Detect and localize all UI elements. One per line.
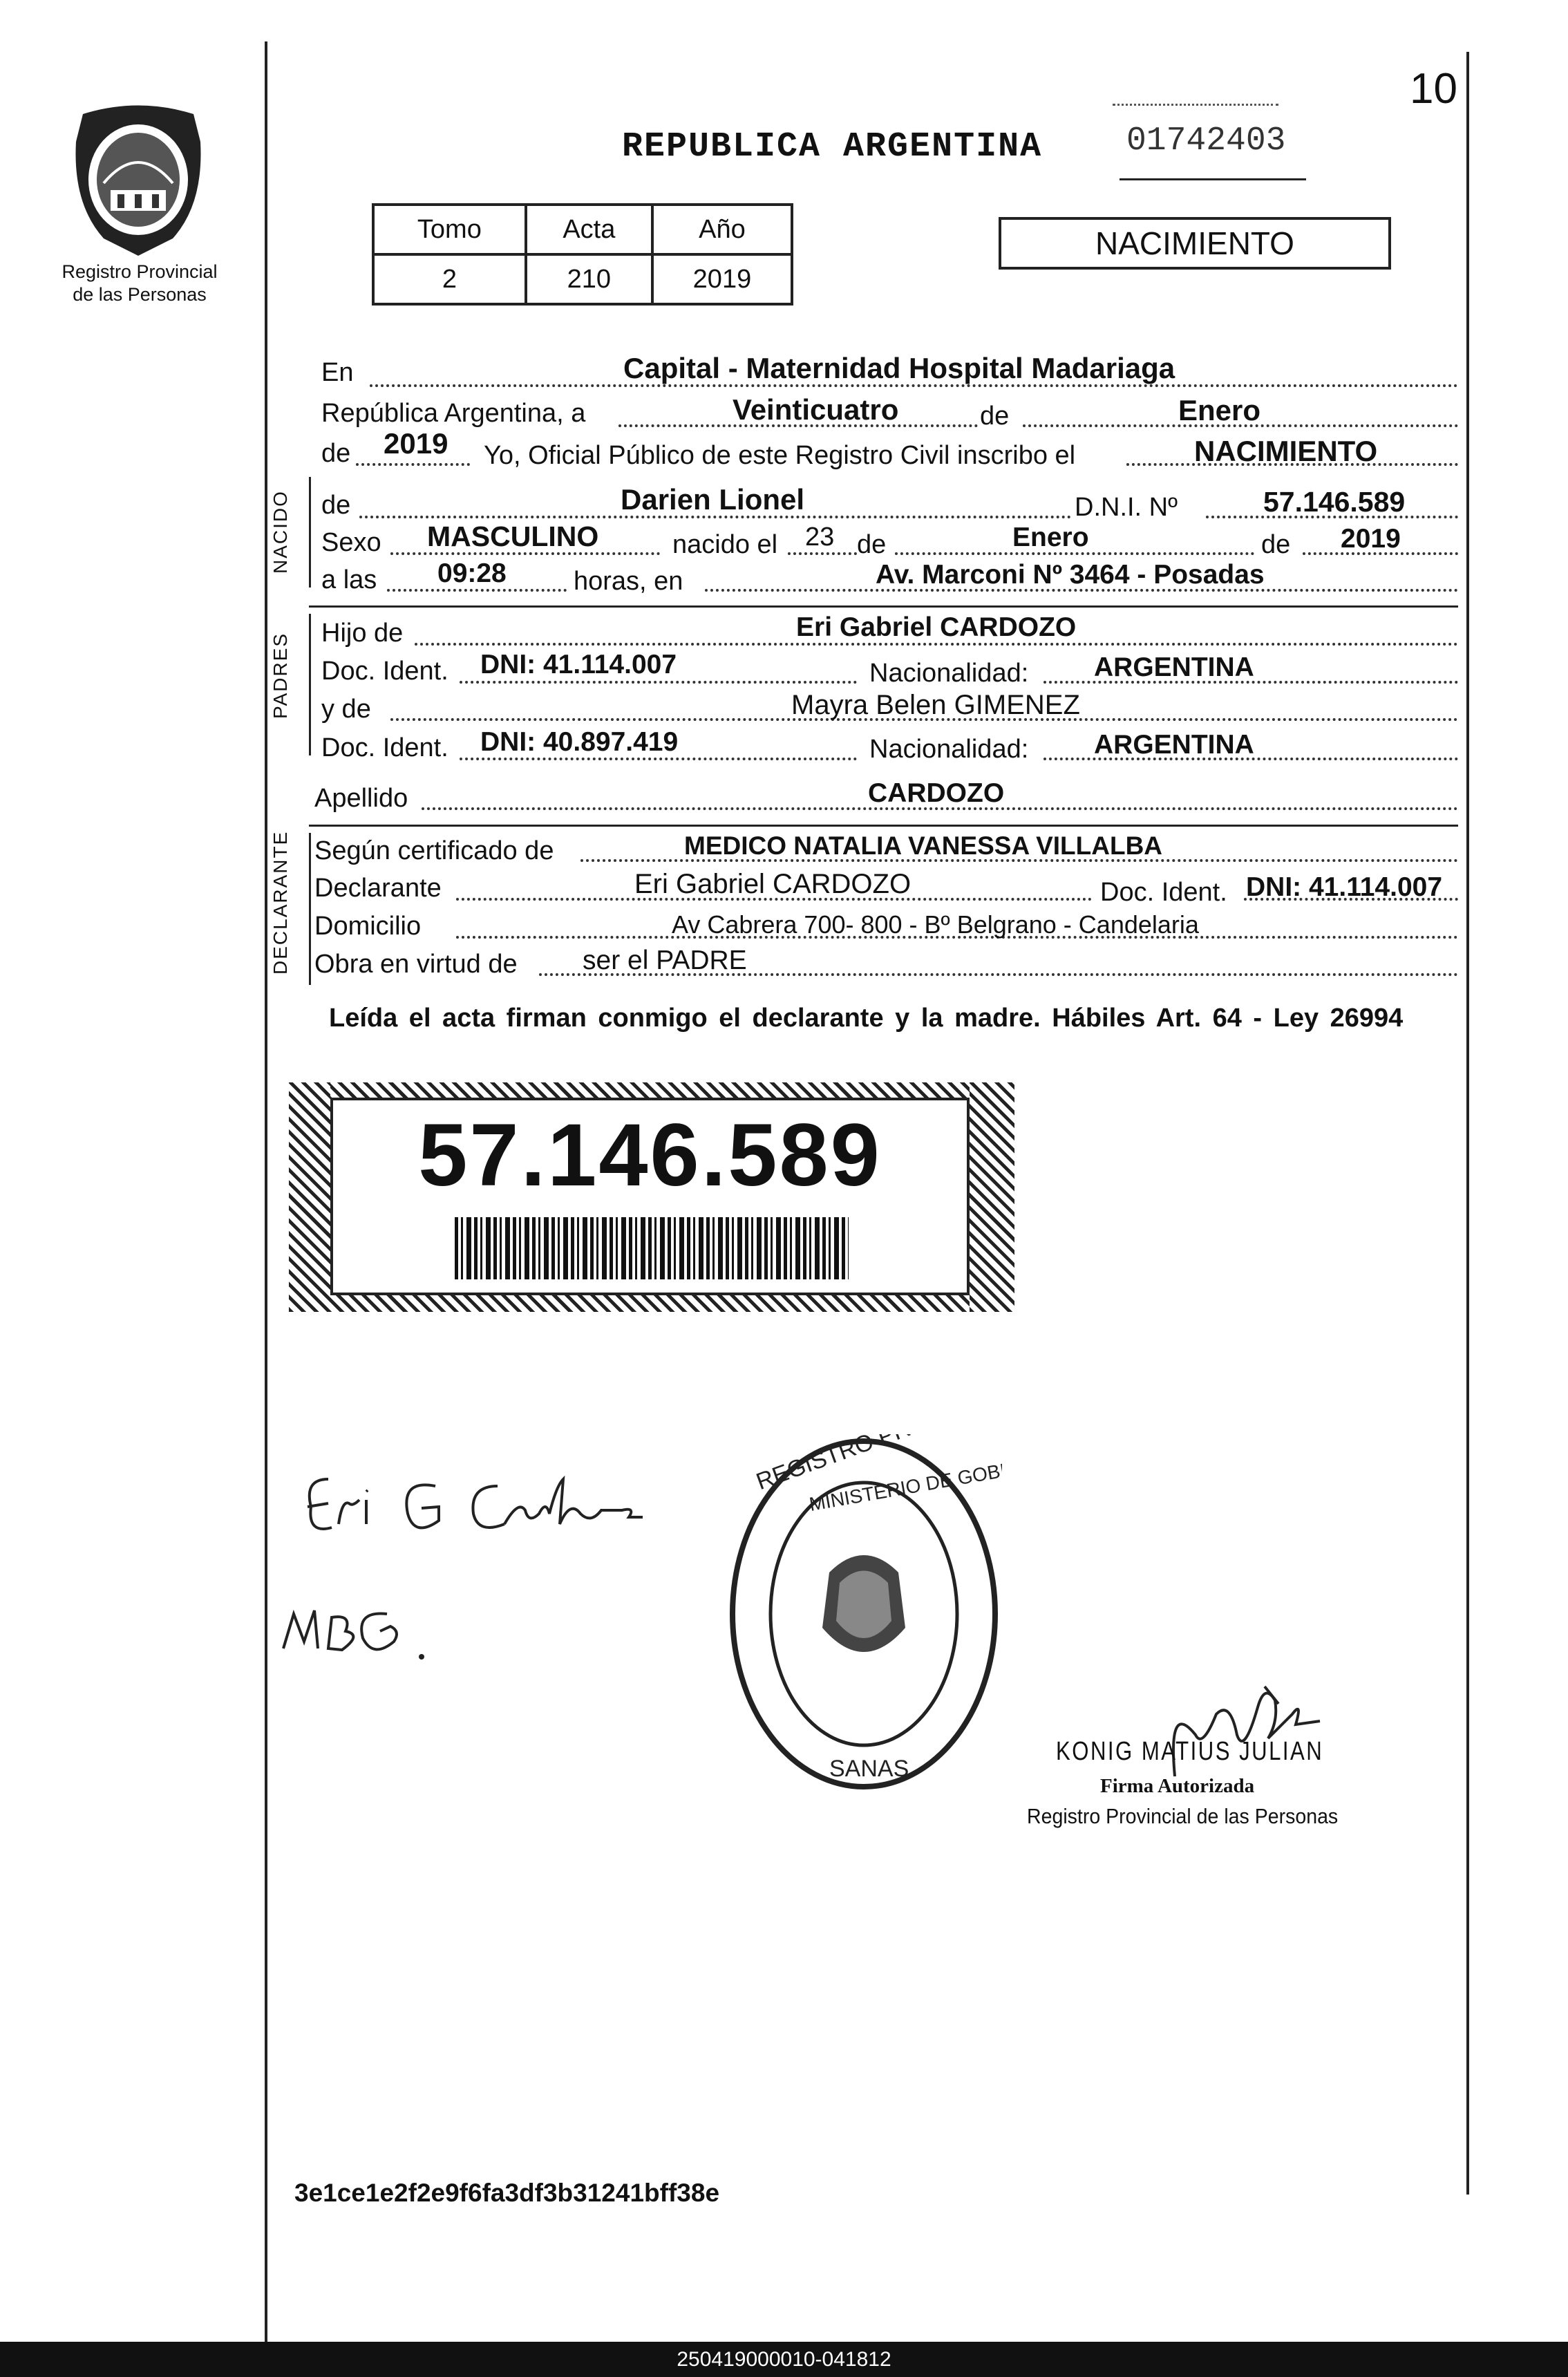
declarante-bracket (309, 833, 311, 985)
official-name: KONIG MATIUS JULIAN (1056, 1737, 1324, 1766)
de-label-3: de (857, 530, 887, 559)
nacido-bracket (309, 477, 311, 588)
ref-header-ano: Año (652, 205, 792, 254)
document-type-box (999, 217, 1391, 270)
child-name: Darien Lionel (621, 483, 805, 516)
father-doc-label: Doc. Ident. (321, 657, 448, 686)
registration-year: 2019 (384, 427, 448, 460)
ref-header-tomo: Tomo (373, 205, 526, 254)
padres-separator (309, 825, 1458, 827)
mother-doc-label: Doc. Ident. (321, 733, 448, 762)
mother-name: Mayra Belen GIMENEZ (791, 690, 1080, 720)
dots-sexo (390, 552, 660, 555)
serial-dots-top (1113, 104, 1278, 106)
birth-day: 23 (805, 523, 835, 552)
sticker-barcode (455, 1217, 849, 1279)
padres-section-label: PADRES (270, 632, 291, 719)
de-label-4: de (1261, 530, 1291, 559)
left-margin-line (265, 41, 267, 2343)
footer-strip (0, 2342, 1568, 2377)
document-type: NACIMIENTO (1095, 225, 1294, 261)
sexo-label: Sexo (321, 528, 381, 557)
sticker-border-top (289, 1082, 1014, 1098)
mother-nationality-label: Nacionalidad: (869, 735, 1029, 764)
mother-signature (276, 1593, 435, 1673)
father-doc: DNI: 41.114.007 (480, 650, 677, 679)
child-dni: 57.146.589 (1263, 486, 1406, 518)
de-label-1: de (980, 402, 1010, 431)
nacido-separator (309, 605, 1458, 608)
mother-nationality: ARGENTINA (1094, 730, 1254, 760)
ref-value-tomo: 2 (373, 254, 526, 304)
dots-birth-day (788, 552, 857, 555)
dots-mother-doc (460, 758, 857, 760)
inscribo-label: Yo, Oficial Público de este Registro Civil inscribo el (484, 441, 1076, 470)
birth-institution: Capital - Maternidad Hospital Madariaga (623, 352, 1175, 384)
domicilio-label: Domicilio (314, 912, 422, 941)
ref-value-acta: 210 (526, 254, 652, 304)
declarante-doc: DNI: 41.114.007 (1246, 872, 1443, 902)
father-nationality: ARGENTINA (1094, 652, 1254, 682)
declarante-section-label: DECLARANTE (270, 830, 291, 975)
mother-doc: DNI: 40.897.419 (480, 727, 679, 757)
serial-number: 01742403 (1126, 122, 1286, 160)
official-registry: Registro Provincial de las Personas (1027, 1804, 1339, 1828)
registration-month: Enero (1178, 394, 1261, 426)
de-label-2: de (321, 439, 351, 468)
registry-name-line1: Registro Provincial (62, 261, 218, 282)
y-de-label: y de (321, 695, 371, 724)
declarante-name: Eri Gabriel CARDOZO (634, 869, 911, 899)
birth-year: 2019 (1341, 524, 1401, 554)
domicilio-value: Av Cabrera 700- 800 - Bº Belgrano - Candelaria (672, 910, 1199, 939)
dots-birth-month (895, 552, 1254, 555)
nacido-section-label: NACIDO (270, 490, 291, 574)
father-name: Eri Gabriel CARDOZO (796, 612, 1077, 642)
apellido-label: Apellido (314, 784, 408, 813)
svg-text:REGISTRO PROVINCIAL: REGISTRO PROVINCIAL (753, 1434, 1002, 1496)
ref-header-acta: Acta (526, 205, 652, 254)
hijo-de-label: Hijo de (321, 619, 404, 648)
closing-note: Leída el acta firman conmigo el declarante y la madre. Hábiles Art. 64 - Ley 26994 (329, 1004, 1404, 1033)
republica-label: República Argentina, a (321, 399, 586, 428)
sticker-border-bottom (289, 1295, 1014, 1312)
declarante-doc-label: Doc. Ident. (1100, 878, 1227, 907)
registry-logo (62, 100, 214, 259)
dots-time (387, 589, 567, 592)
nacido-de-label: de (321, 491, 351, 520)
child-sex: MASCULINO (427, 520, 599, 552)
ref-value-ano: 2019 (652, 254, 792, 304)
svg-text:MINISTERIO DE GOBIERNO: MINISTERIO DE GOBIERNO (807, 1449, 1002, 1516)
father-nationality-label: Nacionalidad: (869, 659, 1029, 688)
serial-underline (1120, 178, 1306, 180)
dots-father (415, 643, 1458, 646)
footer-barcode-text: 250419000010-041812 (677, 2347, 891, 2371)
event-type: NACIMIENTO (1194, 435, 1378, 467)
obra-value: ser el PADRE (583, 946, 747, 975)
reference-table (372, 203, 793, 306)
right-margin-line (1466, 52, 1469, 2195)
official-seal (726, 1434, 1002, 1794)
svg-text:SANAS: SANAS (829, 1756, 909, 1782)
declarante-signature (297, 1458, 670, 1559)
country-title: REPUBLICA ARGENTINA (622, 127, 1043, 167)
declarante-label: Declarante (314, 874, 442, 903)
dots-name (359, 516, 1071, 518)
certificado-label: Según certificado de (314, 836, 554, 865)
dots-father-doc (460, 681, 857, 684)
birth-time: 09:28 (437, 558, 507, 588)
a-las-label: a las (321, 565, 377, 594)
birth-address: Av. Marconi Nº 3464 - Posadas (876, 560, 1265, 590)
registry-name-line2: de las Personas (73, 284, 207, 305)
en-label: En (321, 358, 354, 387)
padres-bracket (309, 614, 311, 755)
obra-label: Obra en virtud de (314, 950, 518, 979)
dni-sticker (289, 1082, 1014, 1312)
horas-en-label: horas, en (574, 567, 683, 596)
registration-day: Veinticuatro (733, 393, 899, 426)
page-number: 10 (1410, 65, 1457, 113)
dni-label: D.N.I. Nº (1075, 493, 1178, 522)
dots-place (370, 384, 1458, 387)
birth-month: Enero (1012, 523, 1089, 552)
nacido-el-label: nacido el (672, 530, 778, 559)
sticker-border-right (970, 1082, 1014, 1312)
apellido-value: CARDOZO (868, 778, 1005, 808)
certificado-value: MEDICO NATALIA VANESSA VILLALBA (684, 832, 1163, 860)
sticker-dni-number: 57.146.589 (418, 1106, 882, 1205)
document-hash: 3e1ce1e2f2e9f6fa3df3b31241bff38e (294, 2179, 720, 2207)
sticker-border-left (289, 1082, 330, 1312)
dots-year (356, 463, 470, 466)
official-role: Firma Autorizada (1100, 1775, 1255, 1797)
